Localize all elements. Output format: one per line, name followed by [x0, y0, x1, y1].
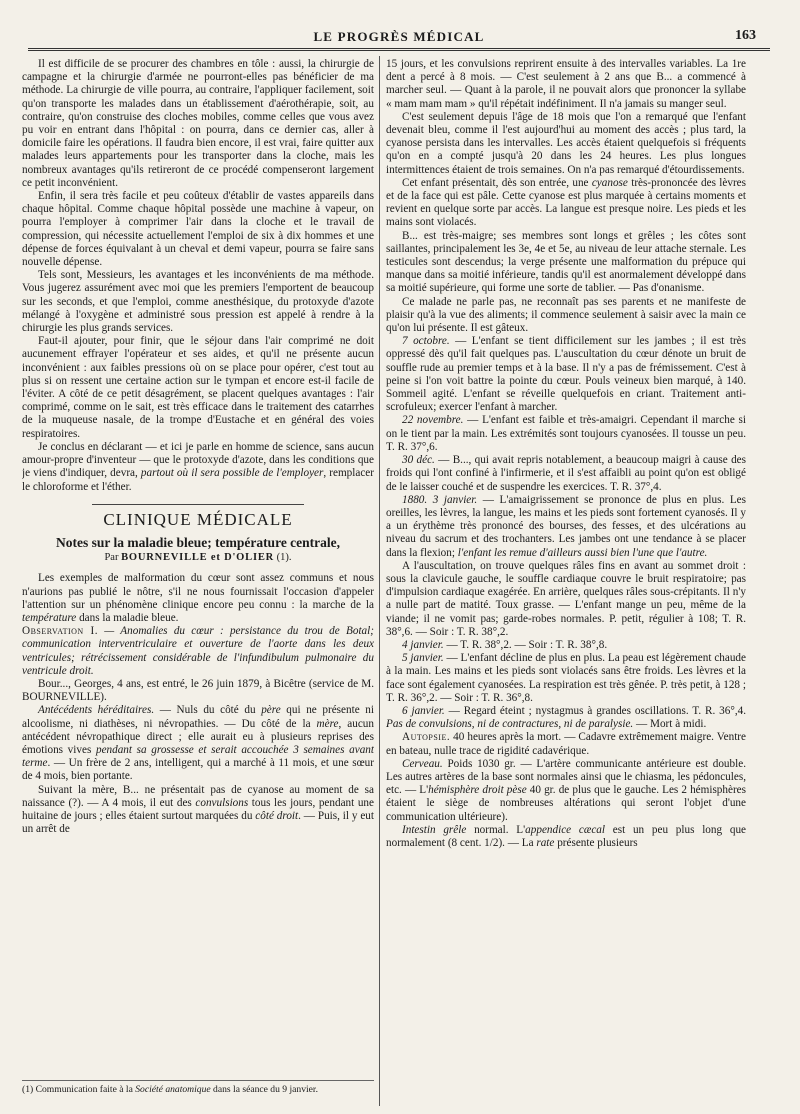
dated-entry [386, 639, 746, 652]
paragraph: 15 jours, et les convulsions reprirent ensuite à des intervalles variables. La 1re dent a percé à 8 mois. — C'est seulement à 2 ans que B... a commencé à marcher seul. — Quant à la parole, il ne pouvait alors que prononcer la syllabe « mam mam mam » qu'il répétait indéfiniment. Il n'a jamais su manger seul. [386, 58, 746, 110]
text-run: Cet enfant présentait, dès son entrée, une [402, 176, 592, 189]
text-run: , aucun antécédent névropathique direct ; elle aurait eu à plusieurs reprises des émotions vives [22, 717, 374, 756]
paragraph [22, 441, 374, 494]
emphasis: mère [316, 717, 339, 730]
text-run: — Mort à midi. [633, 718, 707, 731]
authors-names: BOURNEVILLE et D'OLIER [121, 552, 275, 564]
article-authors [22, 551, 374, 564]
emphasis: l'enfant les remue d'ailleurs aussi bien l'une que l'autre. [457, 546, 708, 559]
emphasis: pendant sa grossesse et serait accouchée 3 semaines avant terme [22, 743, 374, 770]
paragraph: Enfin, il sera très facile et peu coûteux d'établir de vastes appareils dans chaque hôpital. Comme chaque hôpital possède une machine à vapeur, on pourra l'employer à comprimer l'air dans la cloche et le travail de compression, qui nécessite actuellement l'emploi de six à dix hommes et une dépense de forces équivalant à un cheval et demi vapeur, pourra se faire sans nouvelle dépense. [22, 190, 374, 269]
text-run: , remplacer le chloroforme et l'éther. [22, 467, 374, 493]
paragraph [22, 704, 374, 783]
text-run: — B..., qui avait repris notablement, a beaucoup maigri à cause des froids qui l'ont confiné à l'infirmerie, et il s'est affaibli au point qu'on est obligé de le laisser couché et de suspendre les exercices. T. R. 37°,4. [386, 454, 746, 493]
text-run: dans la séance du 9 janvier. [210, 1084, 318, 1095]
section-title: CLINIQUE MÉDICALE [103, 509, 293, 529]
text-run: Les exemples de malformation du cœur sont assez communs et nous n'aurions pas publié le nôtre, s'il ne nous fournissait l'occasion d'appeler l'attention sur un phénomène clinique encore peu connu : la marche de la [22, 572, 374, 611]
text-run: — L'amaigrissement se prononce de plus en plus. Les oreilles, les lèvres, la langue, les mains et les pieds sont fortement cyanosés. Il y a un érythème très prononcé des bourses, des fesses, et des ulcérations au niveau du sacrum et des trochanters. Les jambes ont une tendance à se placer dans la flexion; [386, 493, 746, 559]
entry-date: 22 novembre. [402, 414, 464, 427]
dated-entry [386, 494, 746, 560]
paragraph: Il est difficile de se procurer des chambres en tôle : aussi, la chirurgie de campagne et la chirurgie d'armée ne pourront-elles pas bénéficier de ma méthode. La chirurgie de ville pourra, au contraire, l'appliquer facilement, soit qu'on transporte les malades dans un établissement d'aérothérapie, soit, au contraire, qu'on construise des cloches mobiles, comme celles que vous avez pu voir en entrant dans l'hôpital : on pourra, dans ce dernier cas, aller à domicile faire les opérations. Il faudra bien encore, il est vrai, faire quitter aux malades leurs appartements pour les transporter dans la cloche, mais les nombreux avantages qu'ils retireront de ce procédé compenseront largement ce petit inconvénient. [22, 58, 374, 189]
paragraph: Ce malade ne parle pas, ne reconnaît pas ses parents et ne manifeste de plaisir qu'à la vue des aliments; il commence seulement à saisir avec la main ce qu'on lui présente. Il est gâteux. [386, 295, 746, 335]
emphasis: cyanose [591, 176, 628, 189]
paragraph [386, 177, 746, 230]
paragraph [386, 824, 746, 850]
dated-entry [386, 652, 746, 705]
observation-summary: — Anomalies du cœur : persistance du trou de Botal; communication interventriculaire et ouverture de l'aorte dans les deux ventricules; rétrécissement considérable de l'infundibulum pulmonaire du ventricule droit. [22, 625, 374, 677]
text-run: Je conclus en déclarant — et ici je parle en homme de science, sans aucun amour-propre d'inventeur — que le protoxyde d'azote, dans les conditions que je viens d'indiquer, devra, [22, 440, 374, 480]
emphasis: température [22, 611, 77, 624]
paragraph: Faut-il ajouter, pour finir, que le séjour dans l'air comprimé ne doit aucunement effrayer l'opérateur et ses aides, et qu'il ne présente aucun inconvénient : aux faibles pressions où on se place pour opérer, c'est tout au plus si on ressent une certaine action sur le tympan et encore est-il facile de l'éviter. A côté de ce petit désagrément, se placent quelques avantages : l'air comprimé, comme on le sait, est très efficace dans le traitement des catarrhes de la muqueuse nasale, de la trompe d'Eustache et en général des voies respiratoires. [22, 335, 374, 440]
dated-entry [386, 454, 746, 494]
text-run: (1) Communication faite à la [22, 1084, 136, 1095]
emphasis: côté droit [255, 809, 299, 822]
paragraph [386, 758, 746, 824]
text-run: 40 heures après la mort. — Cadavre extrêmement maigre. Ventre en bateau, nulle trace de rigidité cadavérique. [386, 731, 746, 757]
text-run: Suivant la mère, B... ne présentait pas de cyanose au moment de sa naissance (?). — A 4 mois, il eut des [22, 783, 374, 809]
article-title: Notes sur la maladie bleue; température centrale, [55, 534, 341, 550]
dated-entry [386, 705, 746, 731]
entry-date: 4 janvier. [402, 638, 444, 651]
text-run: normal. L' [466, 823, 526, 836]
text-run: — Regard éteint ; nystagmus à grandes oscillations. T. R. 36°,4. [444, 704, 746, 717]
text-run: — L'enfant décline de plus en plus. La peau est légèrement chaude à la main. Les mains et les pieds sont violacés sans être froids. Les lèvres et la face sont également cyanosées. La respiration est très gênée. P. très petit, à 128 ; T. R. 36°,2. — Soir : T. R. 36°,8. [386, 652, 746, 704]
dated-entry [386, 335, 746, 414]
text-run: 40 gr. de plus que le gauche. Les 2 hémisphères étaient le siège de nombreuses altérations qui seront l'objet d'une communication ultérieure). [386, 784, 746, 823]
paragraph: A l'auscultation, on trouve quelques râles fins en avant au sommet droit : sous la clavicule gauche, le souffle cardiaque couvre le bruit respiratoire; pas d'impulsion cardiaque exagérée. En arrière, quelques râles sous-crépitants. Il n'y a nulle part de matité. Toux grasse. — L'enfant mange un peu, même de la viande; il ne vomit pas; garde-robes normales. P. petit, régulier à 108; T. R. 38°,6. — Soir : T. R. 38°,2. [386, 559, 746, 638]
entry-date: 6 janvier. [402, 704, 445, 717]
authors-footnote-ref: (1). [274, 552, 292, 564]
emphasis: convulsions [195, 796, 249, 809]
emphasis: Cerveau. [402, 757, 443, 770]
text-run: tous les jours, pendant une huitaine de jours ; elles étaient surtout marquées du [22, 796, 374, 822]
text-run: — L'enfant se tient difficilement sur les jambes ; il est très oppressé dès qu'il fait quelques pas. L'auscultation du cœur dénote un bruit de souffle rude au premier temps et à la base. Il n'y a pas de frémissement. C'est à peine si l'on voit battre la pointe du cœur. Pouls veineux bien marqué, à 140. Sommeil agité. L'enfant se réveille quelquefois en criant. Traitement anti-scrofuleux; exercer l'enfant à marcher. [386, 335, 746, 414]
paragraph [22, 784, 374, 837]
text-run: — L'enfant est faible et très-amaigri. Cependant il marche si on le tient par la main. Les extrémités sont toujours cyanosées. Il tousse un peu. T. R. 37°,6. [386, 414, 746, 453]
entry-date: 7 octobre. [402, 335, 450, 348]
emphasis: Intestin grêle [402, 823, 467, 836]
paragraph: B... est très-maigre; ses membres sont longs et grêles ; les côtes sont saillantes, principalement les 3e, 4e et 5e, au niveau de leur attache sternale. Les testicules sont descendus; la verge présente une malformation du prépuce qui manque dans sa moitié inférieure, tandis qu'il est anormalement développé dans sa moitié supérieure, qui forme une sorte de tablier. — Pas d'onanisme. [386, 229, 746, 295]
emphasis: hémisphère droit pèse [428, 784, 527, 797]
text-run: — T. R. 38°,2. — Soir : T. R. 38°,8. [443, 638, 608, 651]
entry-date: 5 janvier. [402, 652, 444, 665]
text-run: dans la maladie bleue. [76, 611, 179, 624]
text-run: présente plusieurs [554, 836, 638, 849]
dated-entry [386, 414, 746, 454]
text-run: — Nuls du côté du [154, 704, 262, 717]
text-run: très-prononcée des lèvres et de la face qui est pâle. Cette cyanose est plus marquée à certains moments et revient en quelque sorte par accès. La langue est presque noire. Les pieds et les mains sont violacés. [386, 176, 746, 229]
entry-date: 30 déc. [402, 454, 435, 467]
entry-date: 1880. 3 janvier. [402, 493, 478, 506]
footnote [22, 1080, 374, 1095]
paragraph [22, 572, 374, 625]
autopsy-label: Autopsie. [402, 731, 451, 744]
emphasis: partout où il sera possible de l'employer [140, 467, 324, 480]
paragraph: Tels sont, Messieurs, les avantages et les inconvénients de ma méthode. Vous jugerez assurément avec moi que les premiers l'emportent de beaucoup sur les seconds, et que l'emploi, comme anesthésique, du protoxyde d'azote mélangé à l'oxygène et administré sous pression est appelé à rendre à la chirurgie les plus grands services. [22, 269, 374, 335]
observation-heading [22, 625, 374, 678]
right-column [386, 58, 746, 1106]
authors-prefix: Par [104, 552, 122, 564]
journal-title: LE PROGRÈS MÉDICAL [313, 29, 485, 44]
header-rule [28, 48, 770, 51]
text-run: . — Un frère de 2 ans, intelligent, qui a marché à 11 mois, et une sœur de 4 mois, bien portante. [22, 757, 374, 783]
column-divider [379, 56, 380, 1106]
running-header [28, 26, 770, 48]
emphasis: Pas de convulsions, ni de contractures, ni de paralysie. [386, 718, 634, 731]
emphasis: père [261, 704, 281, 717]
text-run: est un peu plus long que normalement (8 cent. 1/2). — La [386, 823, 746, 849]
page-number: 163 [735, 28, 756, 43]
text-run: qui ne présente ni alcoolisme, ni diathèses, ni névropathies. — Du côté de la [22, 704, 374, 730]
paragraph: C'est seulement depuis l'âge de 18 mois que l'on a remarqué que l'enfant devenait bleu, comme il l'est aujourd'hui au moment des accès ; plus tard, la cyanose persista dans les intervalles. Les accès étaient quelquefois si fréquents qu'on en a compté jusqu'à 20 dans les 24 heures. Les plus longues intermittences étaient de trois semaines. On n'a pas remarqué d'étourdissements. [386, 110, 746, 176]
emphasis: Société anatomique [135, 1084, 211, 1095]
emphasis: rate [536, 836, 555, 849]
left-column [22, 58, 374, 1106]
autopsy-paragraph [386, 731, 746, 757]
paragraph: Bour..., Georges, 4 ans, est entré, le 26 juin 1879, à Bicêtre (service de M. BOURNEVILLE). [22, 677, 374, 704]
emphasis: appendice cæcal [525, 823, 605, 836]
observation-label: Observation I. [22, 625, 98, 638]
text-run: . — Puis, il y eut un arrêt de [22, 809, 374, 836]
section-rule [92, 504, 303, 505]
emphasis: Antécédents héréditaires. [38, 704, 155, 717]
text-run: Poids 1030 gr. — L'artère communicante antérieure est double. Les autres artères de la base sont normales ainsi que le chiasma, les pédoncules, etc. — L' [386, 757, 746, 797]
